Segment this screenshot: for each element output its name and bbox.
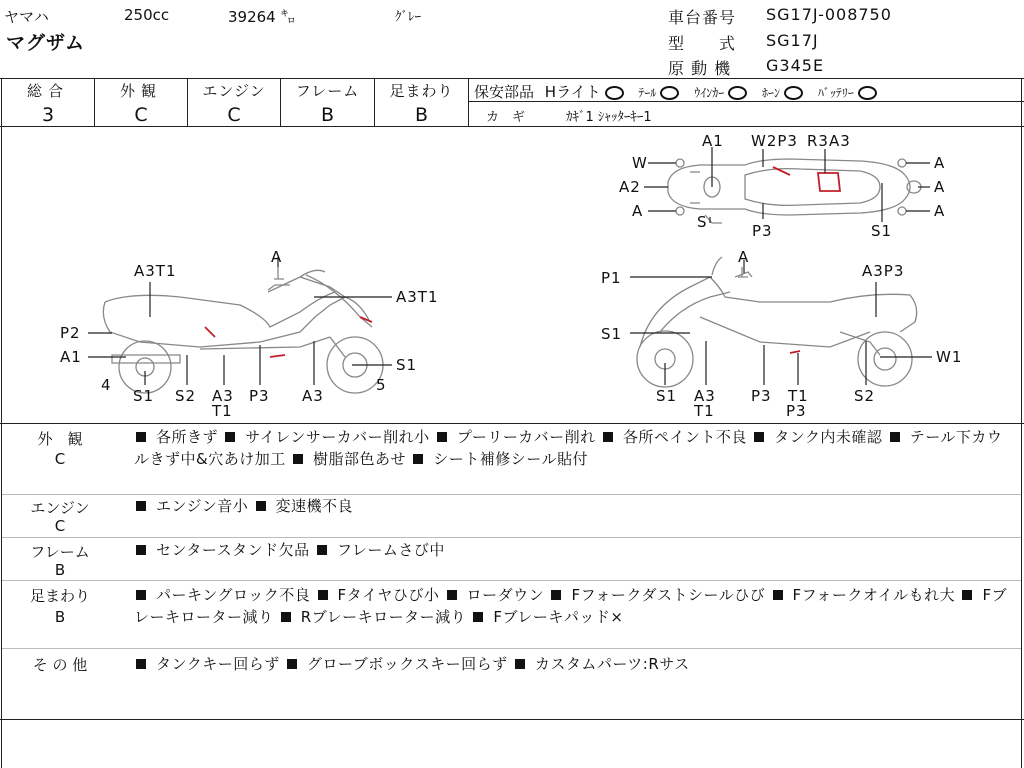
grade-overall-label: 総合: [26, 82, 69, 100]
label-top-a: A: [632, 202, 644, 220]
bullet-square-icon: [293, 454, 303, 464]
label-left-a3b: A3: [302, 387, 324, 405]
remarks-suspension-category: 足まわり: [29, 587, 90, 605]
remarks-engine-grade: C: [54, 517, 66, 535]
ok-circle-icon: [660, 86, 679, 100]
bullet-square-icon: [317, 545, 327, 555]
remark-item: エンジン音小: [156, 497, 249, 515]
bullet-square-icon: [603, 432, 613, 442]
bullet-square-icon: [281, 612, 291, 622]
key-label: カ ギ: [486, 110, 526, 125]
remarks-other-category: そ の 他: [32, 656, 88, 674]
grade-suspension-value: B: [414, 104, 429, 126]
remark-item: 各所きず: [156, 428, 219, 446]
remark-item: Fタイヤひび小: [337, 586, 440, 604]
label-right-p1: P1: [601, 269, 622, 287]
remark-item: Fブレーキパッド×: [493, 608, 624, 626]
safety-label: 保安部品: [474, 83, 535, 101]
label-top-right-a3: A: [934, 202, 946, 220]
label-left-s1: S1: [133, 387, 155, 405]
label-right-s1: S1: [601, 325, 623, 343]
grade-engine: [188, 78, 280, 126]
grade-engine-label: エンジン: [202, 82, 266, 100]
label-left-num4: 4: [101, 376, 112, 394]
remark-item: カスタムパーツ:Rサス: [534, 655, 690, 673]
remark-item: センタースタンド欠品: [156, 541, 310, 559]
label-left-a1: A1: [60, 348, 82, 366]
bullet-square-icon: [447, 590, 457, 600]
bullet-square-icon: [551, 590, 561, 600]
ok-circle-icon: [605, 86, 624, 100]
safety-parts-row: [474, 81, 887, 102]
safety-item-winker: ｳｲﾝｶｰ: [694, 86, 725, 100]
remarks-other-list: [134, 653, 1014, 675]
label-top-w: W: [632, 154, 648, 172]
remarks-engine-list: [134, 495, 1014, 517]
label-top-p3: P3: [752, 222, 773, 240]
remarks-engine-category: エンジン: [30, 499, 90, 517]
bullet-square-icon: [287, 659, 297, 669]
displacement: 250cc: [124, 6, 170, 24]
label-top-w2p3: W2P3: [751, 132, 798, 150]
remarks-exterior-list: [134, 426, 1014, 470]
label-top-right-a1: A: [934, 154, 946, 172]
label-top-s: S: [697, 213, 708, 231]
label-top-r3a3: R3A3: [807, 132, 851, 150]
label-right-t1: T1: [694, 402, 715, 420]
bullet-square-icon: [136, 590, 146, 600]
remark-item: Rブレーキローター減り: [300, 608, 467, 626]
remark-item: Fフォークオイルもれ大: [792, 586, 956, 604]
label-right-t1b: T1: [788, 387, 809, 405]
safety-item-tail: ﾃｰﾙ: [638, 86, 657, 100]
remark-item: シート補修シール貼付: [433, 450, 588, 468]
ok-circle-icon: [784, 86, 803, 100]
label-left-a3t1-right: A3T1: [396, 288, 439, 306]
grade-suspension-label: 足まわり: [389, 82, 454, 100]
bullet-square-icon: [754, 432, 764, 442]
bullet-square-icon: [773, 590, 783, 600]
label-right-a-top: A: [738, 248, 750, 266]
label-right-a3: A3: [694, 387, 716, 405]
label-right-w1: W1: [936, 348, 963, 366]
label-top-a1: A1: [702, 132, 724, 150]
bullet-square-icon: [413, 454, 423, 464]
grade-overall-value: 3: [41, 104, 55, 126]
remark-item: 各所ペイント不良: [622, 428, 747, 446]
remark-item: サイレンサーカバー削れ小: [245, 428, 430, 446]
remarks-frame-list: [134, 539, 1014, 561]
grade-exterior-value: C: [134, 104, 148, 126]
label-left-p2: P2: [60, 324, 81, 342]
label-left-a3: A3: [212, 387, 234, 405]
remark-item: パーキングロック不良: [156, 586, 311, 604]
label-left-num5: 5: [376, 376, 387, 394]
ok-circle-icon: [858, 86, 877, 100]
bullet-square-icon: [136, 501, 146, 511]
engine-label: 原 動 機: [668, 59, 732, 78]
label-right-p3: P3: [751, 387, 772, 405]
bullet-square-icon: [136, 432, 146, 442]
label-left-a-top: A: [271, 248, 283, 266]
bullet-square-icon: [136, 545, 146, 555]
label-top-a2: A2: [619, 178, 641, 196]
remark-item: 変速機不良: [275, 497, 354, 515]
bullet-square-icon: [473, 612, 483, 622]
maker: ヤマハ: [4, 8, 49, 26]
bullet-square-icon: [136, 659, 146, 669]
label-right-s1b: S1: [656, 387, 678, 405]
label-top-right-a2: A: [934, 178, 946, 196]
label-top-s1: S1: [871, 222, 893, 240]
remarks-frame-category: フレーム: [30, 543, 90, 561]
remark-item: テール下カウルきず中&穴あけ加工: [134, 428, 1003, 468]
grade-overall: [2, 78, 94, 126]
model-name: マグザム: [6, 32, 86, 54]
remarks-exterior-category: 外 観: [37, 430, 83, 448]
color: ｸﾞﾚｰ: [395, 10, 421, 25]
grade-exterior: [95, 78, 187, 126]
remark-item: タンク内未確認: [774, 428, 883, 446]
label-right-s2: S2: [854, 387, 876, 405]
type-value: SG17J: [766, 31, 819, 50]
label-left-s2: S2: [175, 387, 197, 405]
bullet-square-icon: [515, 659, 525, 669]
grade-frame: [281, 78, 374, 126]
chassis-value: SG17J-008750: [766, 5, 892, 24]
remark-item: フレームさび中: [336, 541, 445, 559]
grade-frame-label: フレーム: [295, 82, 360, 100]
remarks-suspension-list: [134, 584, 1014, 628]
chassis-label: 車台番号: [668, 8, 737, 27]
remark-item: プーリーカバー削れ: [456, 428, 596, 446]
remark-item: Fブレーキローター減り: [134, 586, 1008, 626]
grade-exterior-label: 外観: [119, 82, 162, 100]
label-right-a3p3: A3P3: [862, 262, 905, 280]
label-left-s1r: S1: [396, 356, 418, 374]
remarks-suspension-grade: B: [54, 608, 66, 626]
bullet-square-icon: [256, 501, 266, 511]
safety-item-horn: ﾎｰﾝ: [762, 86, 781, 100]
bullet-square-icon: [437, 432, 447, 442]
key-value: ｶｷﾞ1 ｼｬｯﾀｰｷｰ1: [566, 110, 652, 125]
grade-suspension: [375, 78, 468, 126]
safety-item-headlight: Hライト: [544, 83, 601, 101]
bullet-square-icon: [225, 432, 235, 442]
grade-engine-value: C: [227, 104, 241, 126]
grade-frame-value: B: [320, 104, 335, 126]
bullet-square-icon: [962, 590, 972, 600]
label-left-p3: P3: [249, 387, 270, 405]
label-left-a3t1-top: A3T1: [134, 262, 177, 280]
ok-circle-icon: [728, 86, 747, 100]
engine-value: G345E: [766, 56, 825, 75]
remark-item: ローダウン: [466, 586, 545, 604]
remarks-exterior-grade: C: [54, 450, 66, 468]
remarks-frame-grade: B: [54, 561, 66, 579]
remark-item: 樹脂部色あせ: [312, 450, 406, 468]
mileage: 39264 ㌔: [228, 8, 296, 26]
bullet-square-icon: [890, 432, 900, 442]
bullet-square-icon: [318, 590, 328, 600]
type-label: 型 式: [668, 34, 737, 53]
safety-item-battery: ﾊﾞｯﾃﾘｰ: [817, 86, 854, 100]
remark-item: タンクキー回らず: [156, 655, 280, 673]
label-right-p3b: P3: [786, 402, 807, 420]
label-left-t1: T1: [212, 402, 233, 420]
remark-item: グローブボックスキー回らず: [306, 655, 508, 673]
remark-item: Fフォークダストシールひび: [571, 586, 766, 604]
